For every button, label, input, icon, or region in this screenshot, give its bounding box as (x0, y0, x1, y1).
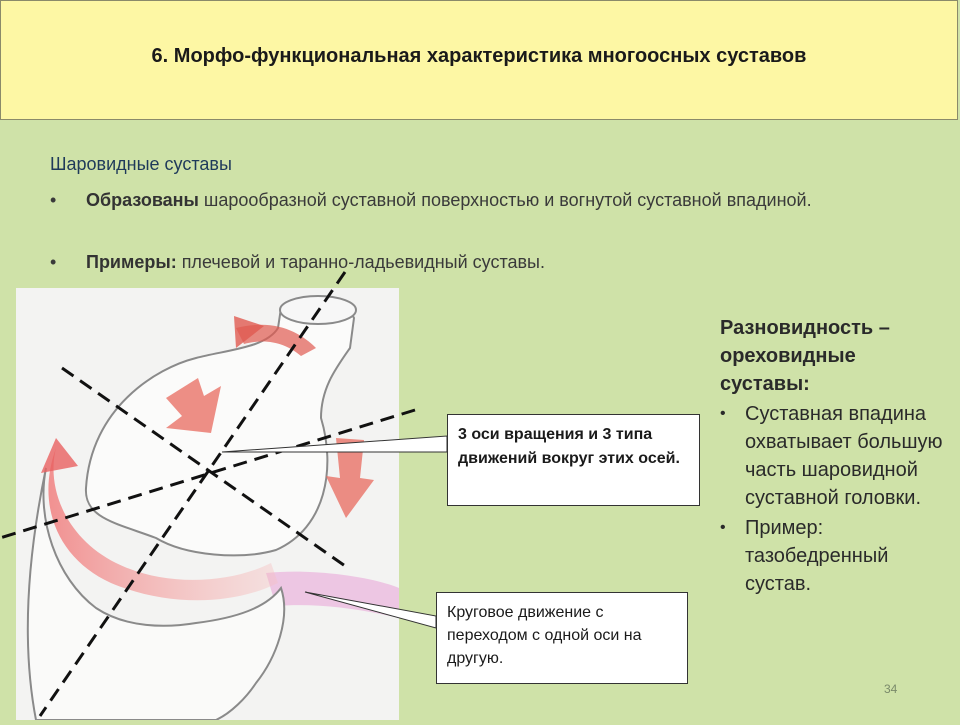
sagittal-axis-line (62, 368, 348, 568)
page-number: 34 (884, 682, 898, 696)
bullet-text: плечевой и таранно-ладьевидный суставы. (176, 252, 545, 272)
slide-title: 6. Морфо-функциональная характеристика многоосных суставов (151, 45, 807, 67)
callout-pointer-2 (305, 592, 436, 628)
callout-circular-motion: Круговое движение с переходом с одной оси на другую. (436, 592, 688, 684)
bullet-dot: • (50, 252, 57, 272)
bullet-bold-label: Примеры: (86, 252, 177, 272)
side-panel-variety (720, 314, 950, 598)
side-heading: Разновидность – ореховидные суставы: (720, 317, 890, 395)
side-item-text: Суставная впадина охватывает большую часть шаровидной суставной головки. (745, 403, 943, 509)
callout-pointer-1 (222, 436, 447, 452)
bullet-bold-label: Образованы (86, 190, 199, 210)
callout-axes: 3 оси вращения и 3 типа движений вокруг этих осей. (447, 414, 700, 506)
bullet-text: шарообразной суставной поверхностью и вогнутой суставной впадиной. (198, 190, 812, 210)
bullet-dot: • (720, 405, 726, 422)
side-item-text: Пример: тазобедренный сустав. (745, 517, 889, 595)
bullet-dot: • (50, 190, 57, 210)
bullet-dot: • (720, 519, 726, 536)
side-item (720, 400, 950, 512)
section-heading: Шаровидные суставы (50, 154, 232, 174)
vertical-axis-line (40, 272, 345, 716)
side-item (720, 514, 950, 598)
